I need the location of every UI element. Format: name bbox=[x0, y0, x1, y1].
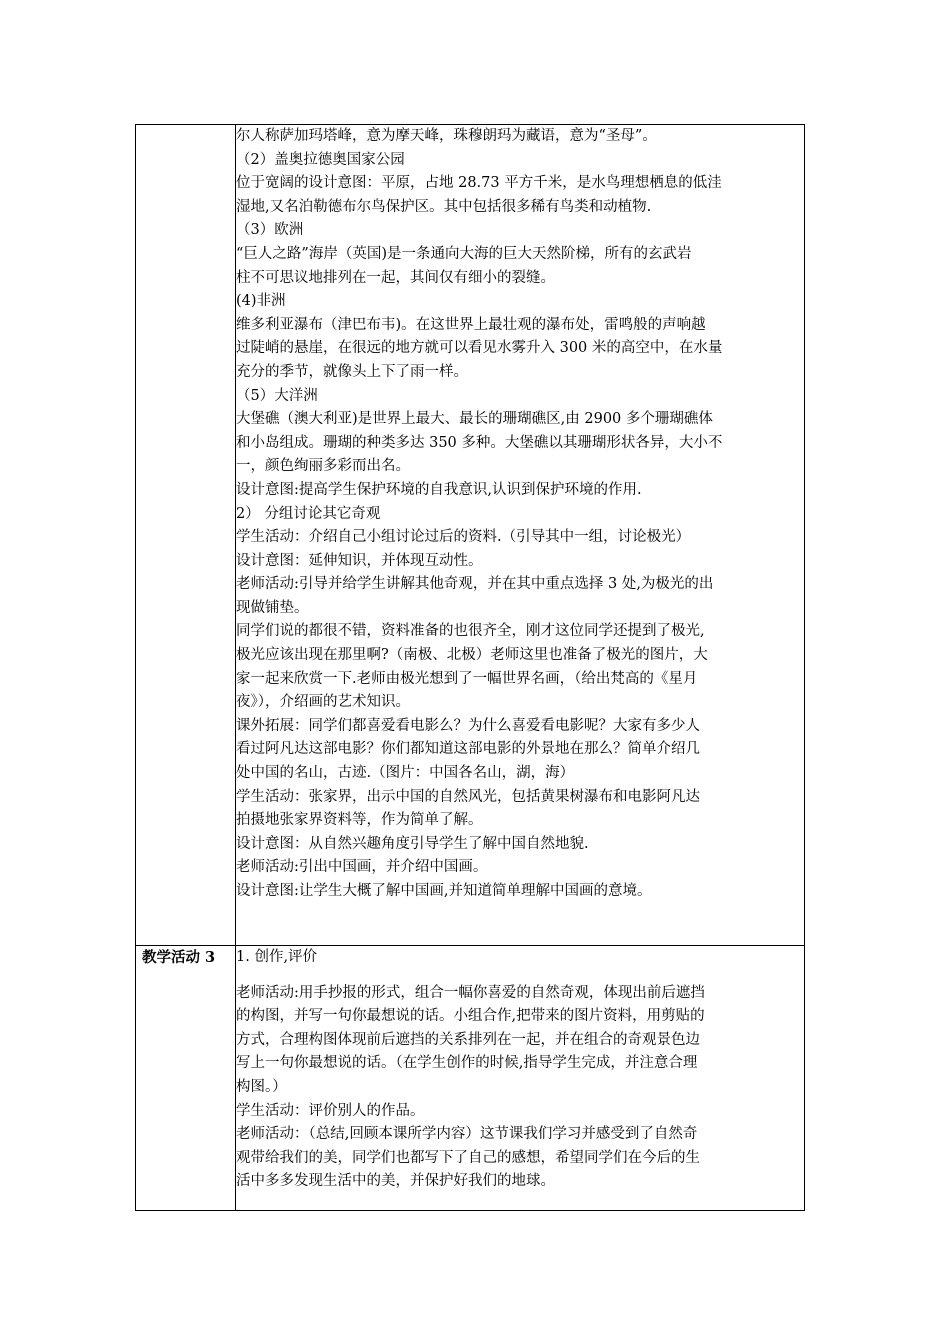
text-line: 过陡峭的悬崖，在很远的地方就可以看见水雾升入 300 米的高空中，在水量 bbox=[236, 340, 723, 357]
content-lines bbox=[236, 125, 804, 904]
text-line: 现做铺垫。 bbox=[236, 599, 309, 616]
text-line: 极光应该出现在那里啊?（南极、北极）老师这里也准备了极光的图片，大 bbox=[236, 647, 708, 664]
text-line: 方式，合理构图体现前后遮挡的关系排列在一起，并在组合的奇观景色边 bbox=[236, 1031, 700, 1048]
text-line: (4)非洲 bbox=[236, 293, 286, 310]
text-line: 湿地,又名泊勒德布尔鸟保护区。其中包括很多稀有鸟类和动植物. bbox=[236, 198, 652, 215]
text-line: （3）欧洲 bbox=[236, 222, 304, 239]
text-line: 老师活动:引导并给学生讲解其他奇观，并在其中重点选择 3 处,为极光的出 bbox=[236, 576, 714, 593]
text-line: 的构图，并写一句你最想说的话。小组合作,把带来的图片资料，用剪贴的 bbox=[236, 1008, 705, 1025]
text-line: 写上一句你最想说的话。（在学生创作的时候,指导学生完成，并注意合理 bbox=[236, 1055, 698, 1072]
text-line: 柱不可思议地排列在一起，其间仅有细小的裂缝。 bbox=[236, 269, 555, 286]
lesson-plan-table bbox=[135, 124, 805, 1211]
paragraph-spacer bbox=[236, 970, 804, 982]
text-line: “巨人之路”海岸（英国)是一条通向大海的巨大天然阶梯，所有的玄武岩 bbox=[236, 245, 692, 262]
text-line: 老师活动：（总结,回顾本课所学内容）这节课我们学习并感受到了自然奇 bbox=[236, 1126, 698, 1143]
row-label-cell bbox=[136, 125, 236, 946]
text-line: 位于宽阔的设计意图：平原，占地 28.73 平方千米，是水鸟理想栖息的低洼 bbox=[236, 175, 722, 192]
text-line: 和小岛组成。珊瑚的种类多达 350 多种。大堡礁以其珊瑚形状各异，大小不 bbox=[236, 434, 723, 451]
text-line: 观带给我们的美，同学们也都写下了自己的感想，希望同学们在今后的生 bbox=[236, 1149, 700, 1166]
text-line: 老师活动:引出中国画，并介绍中国画。 bbox=[236, 859, 488, 876]
text-line: 活中多多发现生活中的美，并保护好我们的地球。 bbox=[236, 1173, 555, 1190]
row-label-cell bbox=[136, 946, 236, 1211]
text-line: 2） 分组讨论其它奇观 bbox=[236, 505, 381, 522]
text-line: 维多利亚瀑布（津巴布韦)。在这世界上最壮观的瀑布处，雷鸣般的声响越 bbox=[236, 316, 706, 333]
text-line: 同学们说的都很不错，资料准备的也很齐全，刚才这位同学还提到了极光, bbox=[236, 623, 705, 640]
content-lines bbox=[236, 982, 804, 1194]
text-line: 设计意图:提高学生保护环境的自我意识,认识到保护环境的作用. bbox=[236, 481, 642, 498]
text-line: 学生活动：评价别人的作品。 bbox=[236, 1102, 425, 1119]
text-line: 构图。） bbox=[236, 1078, 287, 1095]
text-line: 课外拓展：同学们都喜爱看电影么？为什么喜爱看电影呢？大家有多少人 bbox=[236, 717, 700, 734]
table-row bbox=[136, 946, 805, 1211]
text-line: 大堡礁（澳大利亚)是世界上最大、最长的珊瑚礁区,由 2900 多个珊瑚礁体 bbox=[236, 411, 713, 428]
text-line: 尔人称萨加玛塔峰，意为摩天峰，珠穆朗玛为藏语，意为“圣母”。 bbox=[236, 128, 657, 144]
text-line: 老师活动:用手抄报的形式，组合一幅你喜爱的自然奇观，体现出前后遮挡 bbox=[236, 984, 705, 1001]
text-line: （2）盖奥拉德奥国家公园 bbox=[236, 151, 405, 168]
row-content-cell bbox=[236, 946, 805, 1211]
text-line: 一，颜色绚丽多彩而出名。 bbox=[236, 458, 410, 475]
row-label: 教学活动 3 bbox=[142, 949, 216, 966]
text-line: 学生活动：张家界，出示中国的自然风光，包括黄果树瀑布和电影阿凡达 bbox=[236, 788, 700, 805]
row-content-cell bbox=[236, 125, 805, 946]
text-line: 家一起来欣赏一下.老师由极光想到了一幅世界名画，（给出梵高的《星月 bbox=[236, 670, 698, 687]
text-line: （5）大洋洲 bbox=[236, 387, 318, 404]
section-heading: 1. 创作,评价 bbox=[236, 949, 318, 965]
text-line: 学生活动：介绍自己小组讨论过后的资料.（引导其中一组，讨论极光） bbox=[236, 529, 691, 546]
text-line: 设计意图:让学生大概了解中国画,并知道简单理解中国画的意境。 bbox=[236, 883, 652, 899]
text-line: 拍摄地张家界资料等，作为简单了解。 bbox=[236, 812, 483, 829]
text-line: 充分的季节，就像头上下了雨一样。 bbox=[236, 363, 468, 380]
text-line: 看过阿凡达这部电影？你们都知道这部电影的外景地在那么？简单介绍几 bbox=[236, 741, 700, 758]
text-line: 设计意图：延伸知识，并体现互动性。 bbox=[236, 552, 483, 569]
text-line: 夜》），介绍画的艺术知识。 bbox=[236, 694, 410, 711]
text-line: 设计意图：从自然兴趣角度引导学生了解中国自然地貌. bbox=[236, 835, 589, 852]
text-line: 处中国的名山，古迹.（图片：中国各名山，湖，海） bbox=[236, 765, 575, 782]
table-row bbox=[136, 125, 805, 946]
